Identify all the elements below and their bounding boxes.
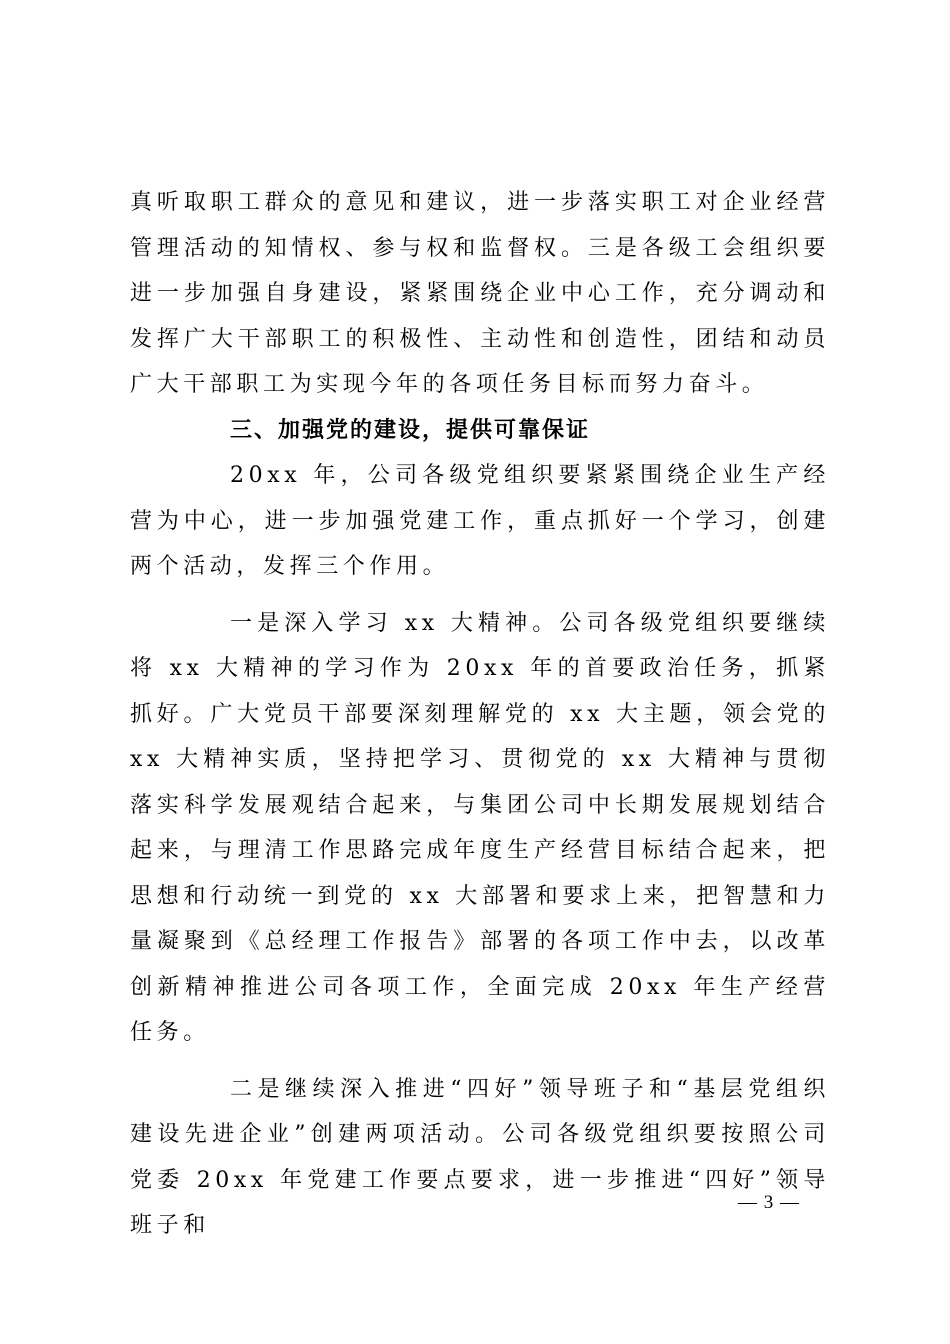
document-body	[130, 180, 830, 1249]
page-number: — 3 —	[738, 1192, 800, 1213]
section-heading-party-building: 三、加强党的建设，提供可靠保证	[230, 417, 591, 443]
paragraph-party-building-intro: 20xx 年，公司各级党组织要紧紧围绕企业生产经营为中心，进一步加强党建工作，重点抓好一个学习，创建两个活动，发挥三个作用。	[130, 463, 830, 579]
paragraph-union-work-continued: 真听取职工群众的意见和建议，进一步落实职工对企业经营管理活动的知情权、参与权和监督权。三是各级工会组织要进一步加强自身建设，紧紧围绕企业中心工作，充分调动和发挥广大干部职工的积极性、主动性和创造性，团结和动员广大干部职工为实现今年的各项任务目标而努力奋斗。	[130, 190, 830, 397]
paragraph-study-spirit: 一是深入学习 xx 大精神。公司各级党组织要继续将 xx 大精神的学习作为 20xx 年的首要政治任务，抓紧抓好。广大党员干部要深刻理解党的 xx 大主题，领会党的 xx 大精神实质，坚持把学习、贯彻党的 xx 大精神与贯彻落实科学发展观结合起来，与集团公司中长期发展规划结合起来，与理清工作思路完成年度生产经营目标结合起来，把思想和行动统一到党的 xx 大部署和要求上来，把智慧和力量凝聚到《总经理工作报告》部署的各项工作中去，以改革创新精神推进公司各项工作，全面完成 20xx 年生产经营任务。	[130, 610, 830, 1045]
paragraph-four-good-leadership: 二是继续深入推进“四好”领导班子和“基层党组织建设先进企业”创建两项活动。公司各级党组织要按照公司党委 20xx 年党建工作要点要求，进一步推进“四好”领导班子和	[130, 1076, 830, 1238]
